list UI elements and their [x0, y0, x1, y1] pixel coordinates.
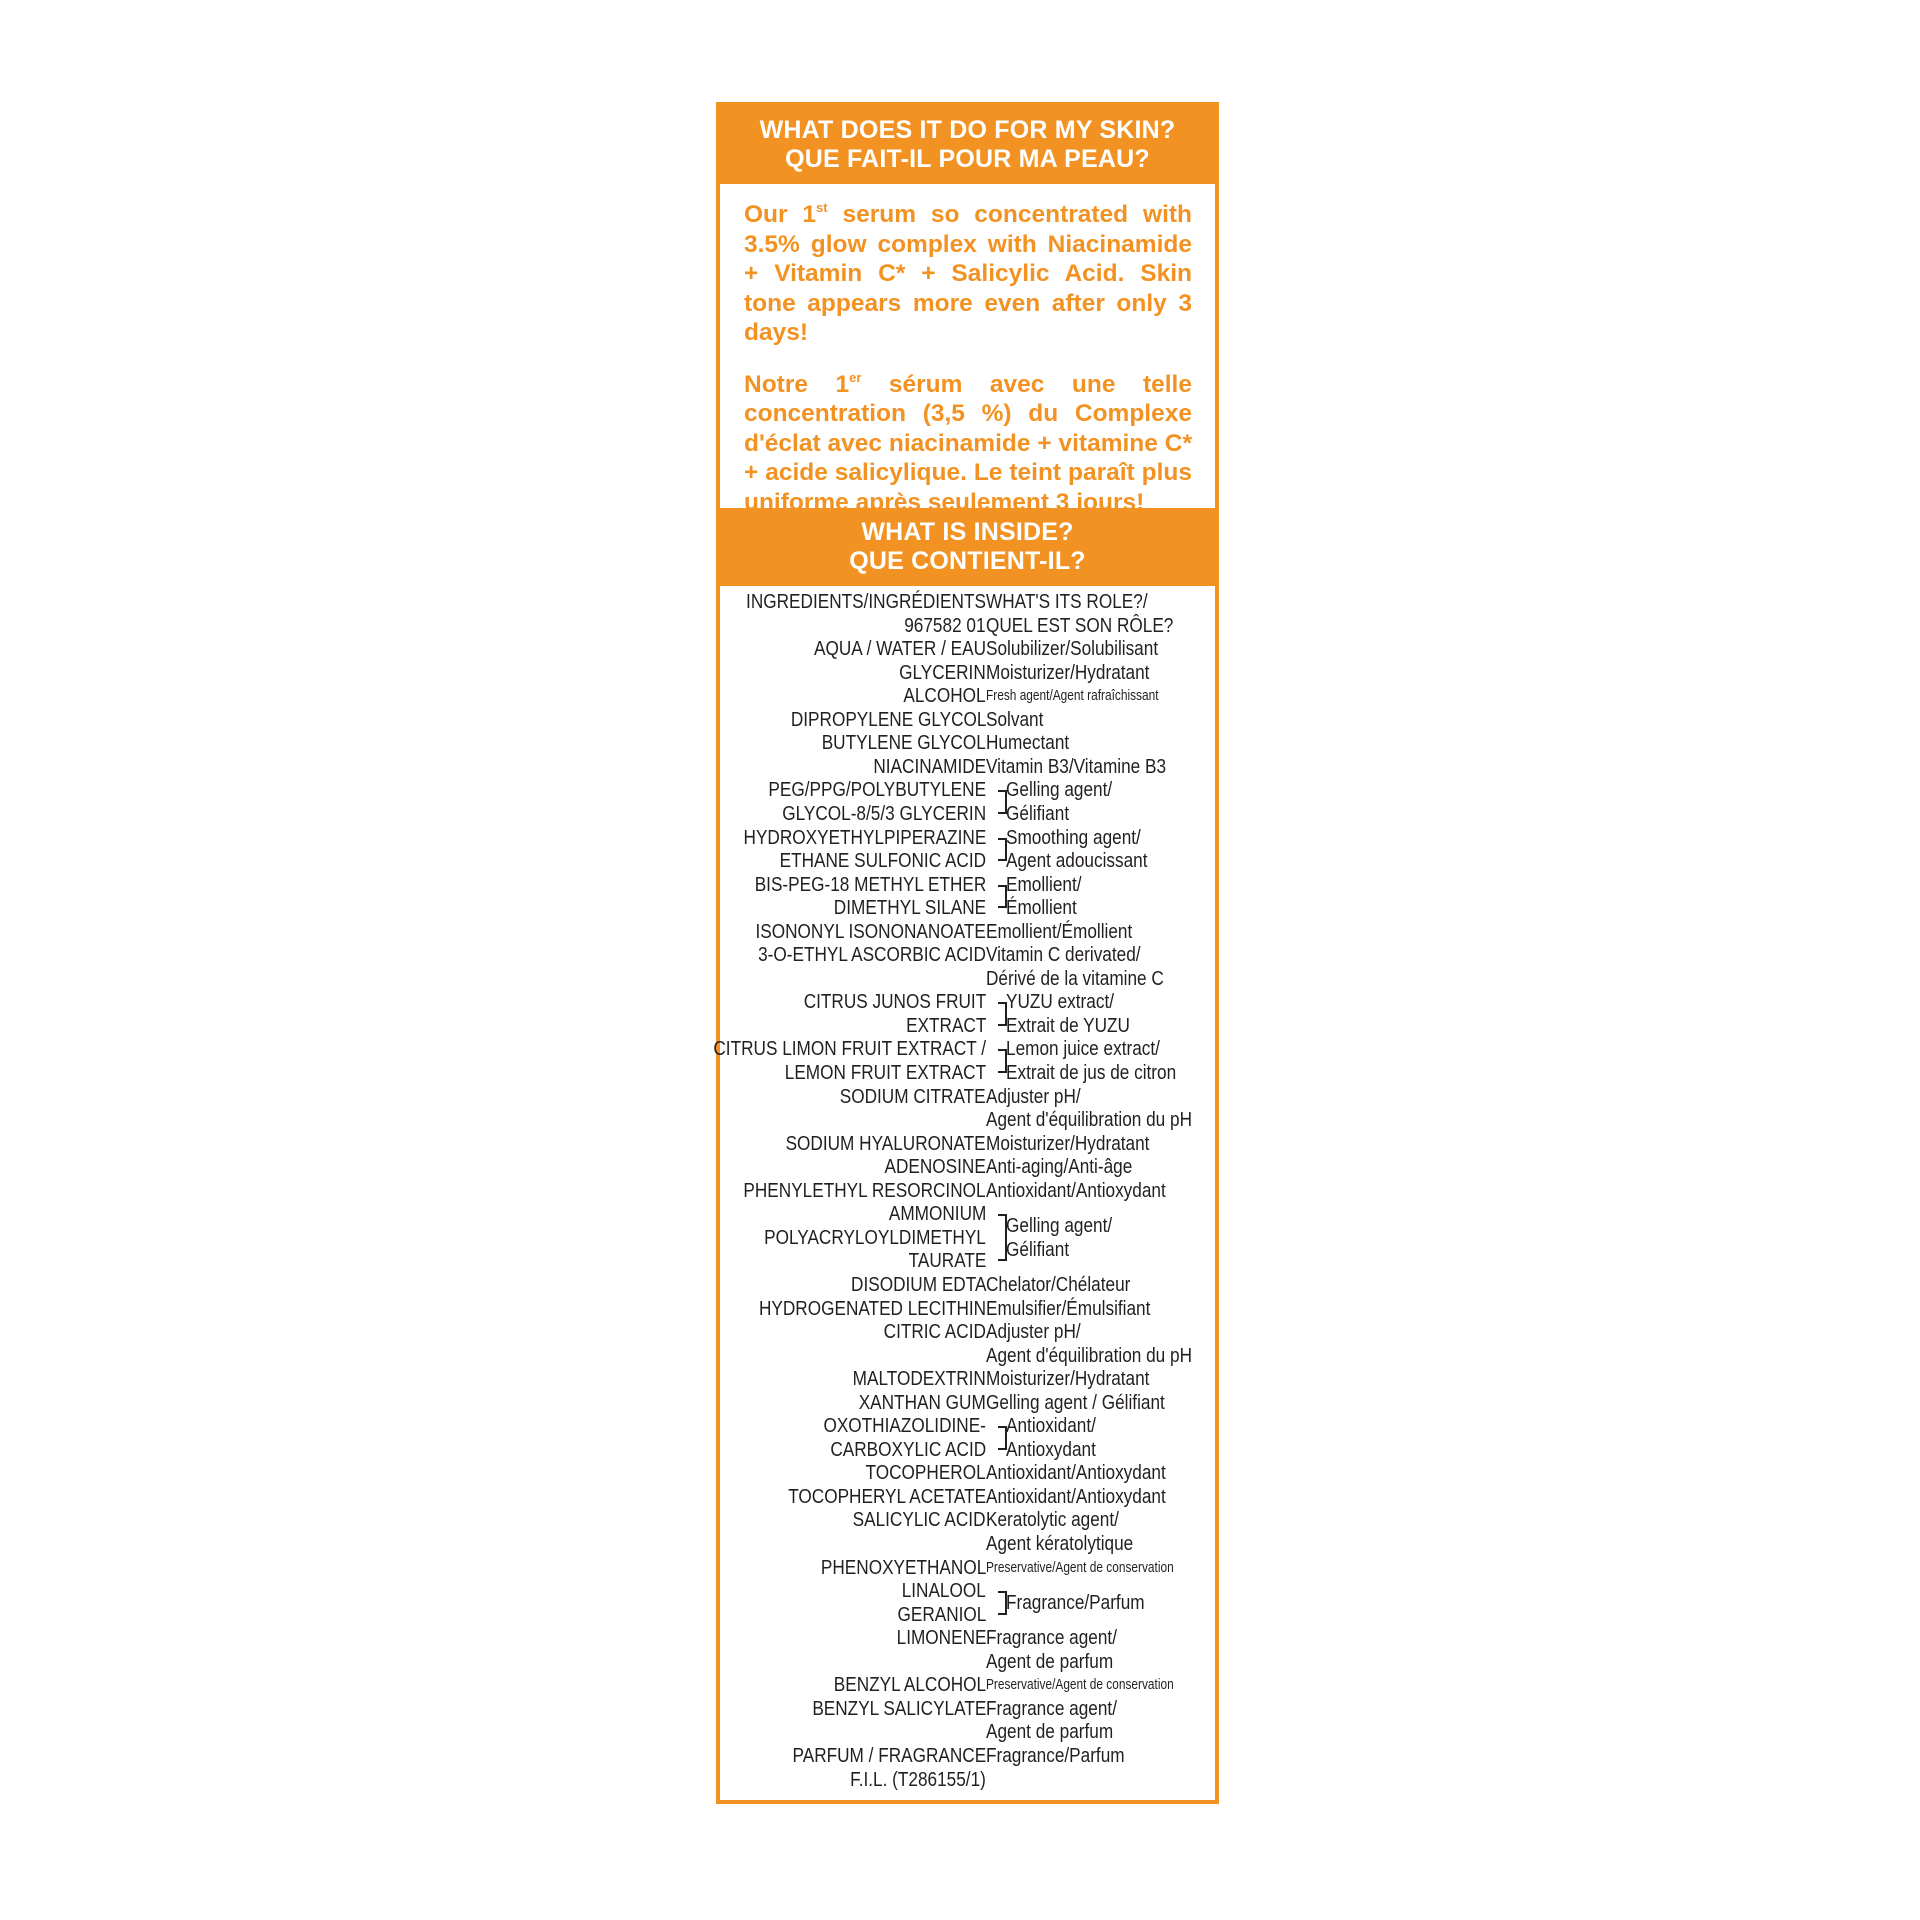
ingredient-name: PARFUM / FRAGRANCE	[792, 1744, 986, 1767]
ingredient-role: WHAT'S ITS ROLE?/	[986, 591, 1148, 613]
ingredient-row	[720, 1367, 1215, 1391]
ingredient-name: GLYCOL-8/5/3 GLYCERIN	[782, 802, 986, 825]
ingredient-role: Fragrance agent/	[986, 1627, 1118, 1650]
ingredient-role: Dérivé de la vitamine C	[986, 967, 1164, 990]
ingredient-row	[720, 1768, 1215, 1792]
ingredient-row	[720, 1155, 1215, 1179]
ingredient-role: Adjuster pH/	[986, 1321, 1081, 1344]
ingredient-name: TOCOPHERYL ACETATE	[788, 1485, 986, 1508]
bracket-line	[998, 1049, 1007, 1073]
ingredient-name: ADENOSINE	[884, 1156, 986, 1179]
ingredient-role: YUZU extract/	[1006, 991, 1114, 1014]
ingredient-row	[720, 1061, 1215, 1085]
ingredient-name: ALCOHOL	[903, 685, 986, 708]
ingredient-role: Emulsifier/Émulsifiant	[986, 1297, 1151, 1320]
ingredient-name: ETHANE SULFONIC ACID	[779, 850, 986, 873]
ingredient-name: CITRIC ACID	[883, 1321, 986, 1344]
ingredient-name: PHENOXYETHANOL	[820, 1556, 986, 1579]
ingredient-row	[720, 1273, 1215, 1297]
ingredient-row	[720, 802, 1215, 826]
inside-title-fr: QUE CONTIENT-IL?	[849, 547, 1086, 575]
ingredient-role: Solvant	[986, 708, 1044, 731]
ingredient-role: Chelator/Chélateur	[986, 1273, 1131, 1296]
ingredient-role: Preservative/Agent de conservation	[986, 1677, 1174, 1694]
ingredient-name: EXTRACT	[905, 1014, 986, 1037]
ingredient-name: GLYCERIN	[899, 661, 986, 684]
ingredient-row	[720, 1320, 1215, 1344]
ingredient-role: Agent adoucissant	[1006, 850, 1148, 873]
ingredient-row	[720, 826, 1215, 850]
ingredient-row	[720, 1650, 1215, 1674]
ingredient-row	[720, 1673, 1215, 1697]
bracket-line	[998, 885, 1007, 909]
benefits-text-fr: Notre 1er sérum avec une telle concentration (3,5 %) du Complexe d'éclat avec niacinamide + vitamine C* + acide salicylique. Le teint paraît plus uniforme après seulement 3 jours!	[744, 369, 1192, 516]
ingredient-role: Gélifiant	[1006, 802, 1070, 825]
ingredient-row	[720, 1297, 1215, 1321]
ingredient-name: NIACINAMIDE	[873, 755, 986, 778]
ingredient-row	[720, 1697, 1215, 1721]
ingredient-name: GERANIOL	[897, 1603, 986, 1626]
ingredient-row	[720, 1391, 1215, 1415]
ingredient-row	[720, 637, 1215, 661]
ingredient-name: SODIUM CITRATE	[840, 1085, 986, 1108]
ingredient-row	[720, 1744, 1215, 1768]
ingredient-row	[720, 873, 1215, 897]
ingredient-row	[720, 967, 1215, 991]
ingredient-name: HYDROGENATED LECITHIN	[758, 1297, 986, 1320]
ingredient-name: DISODIUM EDTA	[850, 1273, 986, 1296]
ingredient-name: PHENYLETHYL RESORCINOL	[743, 1179, 986, 1202]
ingredient-row	[720, 1344, 1215, 1368]
ingredient-role: Vitamin C derivated/	[986, 944, 1141, 967]
ingredient-role: Antioxidant/Antioxydant	[986, 1179, 1166, 1202]
ingredient-row	[720, 1014, 1215, 1038]
ingredient-row	[720, 731, 1215, 755]
ingredient-role: Antioxidant/Antioxydant	[986, 1485, 1166, 1508]
bracket-line	[998, 790, 1007, 814]
ingredient-role: Vitamin B3/Vitamine B3	[986, 755, 1167, 778]
ingredient-row	[720, 1132, 1215, 1156]
ingredient-row	[720, 755, 1215, 779]
ingredient-name: SALICYLIC ACID	[853, 1509, 986, 1532]
bracket-line	[998, 1426, 1007, 1450]
ingredient-row	[720, 849, 1215, 873]
ingredient-role: Moisturizer/Hydratant	[986, 1368, 1150, 1391]
ingredient-role: Gélifiant	[1006, 1238, 1070, 1261]
ingredient-role: Moisturizer/Hydratant	[986, 1132, 1150, 1155]
bracket-line	[998, 838, 1007, 862]
ingredient-row	[720, 896, 1215, 920]
ingredient-name: AQUA / WATER / EAU	[813, 638, 986, 661]
bracket-line	[998, 1002, 1007, 1026]
ingredient-name: INGREDIENTS/INGRÉDIENTS	[746, 591, 986, 613]
ingredient-row	[720, 1179, 1215, 1203]
ingredient-role: Emollient/Émollient	[986, 920, 1133, 943]
ingredient-name: DIPROPYLENE GLYCOL	[790, 708, 986, 731]
benefits-description	[725, 184, 1210, 516]
ingredient-row	[720, 1626, 1215, 1650]
ingredient-row	[720, 614, 1215, 638]
ingredient-name: BIS-PEG-18 METHYL ETHER	[754, 873, 986, 896]
ingredient-name: OXOTHIAZOLIDINE-	[823, 1415, 986, 1438]
ingredient-role: Agent d'équilibration du pH	[986, 1344, 1193, 1367]
skin-benefits-header	[720, 106, 1215, 184]
ingredient-name: AMMONIUM	[888, 1203, 986, 1226]
ingredient-name: POLYACRYLOYLDIMETHYL	[764, 1226, 986, 1249]
ingredient-name: BENZYL ALCOHOL	[833, 1674, 986, 1697]
ingredient-role: Extrait de jus de citron	[1006, 1062, 1177, 1084]
ingredient-row	[720, 1461, 1215, 1485]
ingredient-name: F.I.L. (T286155/1)	[850, 1768, 986, 1791]
ingredient-role: Antioxydant	[1006, 1438, 1096, 1461]
ingredient-row	[720, 1556, 1215, 1580]
ingredient-role: Solubilizer/Solubilisant	[986, 638, 1159, 661]
ingredient-name: CARBOXYLIC ACID	[830, 1438, 986, 1461]
ingredient-role: Fresh agent/Agent rafraîchissant	[986, 688, 1159, 705]
ingredient-row	[720, 1532, 1215, 1556]
ingredient-row	[720, 1238, 1215, 1262]
ingredient-role: Extrait de YUZU	[1006, 1014, 1130, 1037]
ingredient-role: Fragrance/Parfum	[986, 1744, 1125, 1767]
ingredient-name: MALTODEXTRIN	[852, 1368, 986, 1391]
ingredient-name: BENZYL SALICYLATE	[812, 1697, 986, 1720]
ingredient-name: TAURATE	[908, 1250, 986, 1273]
ingredient-role: Fragrance/Parfum	[1006, 1591, 1145, 1614]
ingredient-row	[720, 1214, 1215, 1238]
ingredient-name: LINALOOL	[901, 1580, 986, 1603]
ingredient-row	[713, 1037, 1215, 1061]
ingredient-name: HYDROXYETHYLPIPERAZINE	[743, 826, 986, 849]
ingredient-name: DIMETHYL SILANE	[833, 897, 986, 920]
ingredient-row	[720, 943, 1215, 967]
ingredient-role: Agent d'équilibration du pH	[986, 1109, 1193, 1132]
ingredient-role: Preservative/Agent de conservation	[986, 1559, 1174, 1576]
ingredient-name: 967582 01	[904, 614, 986, 637]
ingredient-role: Agent de parfum	[986, 1650, 1114, 1673]
ingredient-role: Agent kératolytique	[986, 1533, 1134, 1555]
ingredient-role: Smoothing agent/	[1006, 826, 1141, 849]
ingredient-row	[720, 1720, 1215, 1744]
ingredient-row	[720, 1108, 1215, 1132]
inside-title-en: WHAT IS INSIDE?	[861, 518, 1074, 546]
ingredient-row	[720, 1438, 1215, 1462]
ingredient-name: XANTHAN GUM	[858, 1391, 986, 1414]
ingredient-name: PEG/PPG/POLYBUTYLENE	[768, 779, 986, 802]
ingredient-role: Emollient/	[1006, 873, 1082, 896]
ingredient-row	[720, 590, 1215, 614]
ingredient-role: Gelling agent / Gélifiant	[986, 1391, 1165, 1414]
ingredient-row	[720, 990, 1215, 1014]
ingredient-row	[720, 778, 1215, 802]
ingredient-name: LIMONENE	[896, 1627, 986, 1650]
ingredient-role: Humectant	[986, 732, 1070, 755]
ingredient-row	[720, 1591, 1215, 1615]
ingredient-row	[720, 708, 1215, 732]
ingredient-role: Keratolytic agent/	[986, 1509, 1119, 1532]
ingredient-name: LEMON FRUIT EXTRACT	[784, 1062, 986, 1084]
ingredient-role: Moisturizer/Hydratant	[986, 661, 1150, 684]
ingredient-role: Gelling agent/	[1006, 1215, 1113, 1238]
ingredient-role: Adjuster pH/	[986, 1085, 1081, 1108]
ingredient-role: Agent de parfum	[986, 1721, 1114, 1744]
ingredient-row	[720, 920, 1215, 944]
ingredient-role: Émollient	[1006, 897, 1077, 920]
ingredients-panel	[713, 102, 1219, 1804]
ingredient-name: CITRUS LIMON FRUIT EXTRACT /	[713, 1038, 986, 1061]
ingredient-name: 3-O-ETHYL ASCORBIC ACID	[758, 944, 986, 967]
ingredient-row	[720, 1085, 1215, 1109]
ingredient-role: Antioxidant/	[1006, 1415, 1096, 1438]
ingredient-name: CITRUS JUNOS FRUIT	[803, 991, 986, 1014]
ingredient-role: Gelling agent/	[1006, 779, 1113, 802]
ingredient-role: Antioxidant/Antioxydant	[986, 1462, 1166, 1485]
ingredient-role: QUEL EST SON RÔLE?	[986, 614, 1174, 637]
skin-benefits-title-en: WHAT DOES IT DO FOR MY SKIN?	[759, 116, 1176, 144]
ingredient-row	[720, 661, 1215, 685]
ingredient-role: Lemon juice extract/	[1006, 1038, 1160, 1061]
ingredient-role: Anti-aging/Anti-âge	[986, 1156, 1133, 1179]
skin-benefits-title-fr: QUE FAIT-IL POUR MA PEAU?	[785, 145, 1150, 173]
benefits-text-en: Our 1st serum so concentrated with 3.5% glow complex with Niacinamide + Vitamin C* + Salicylic Acid. Skin tone appears more even after only 3 days!	[744, 200, 1192, 346]
ingredient-name: TOCOPHEROL	[865, 1462, 986, 1485]
ingredient-row	[720, 684, 1215, 708]
inside-header	[720, 508, 1215, 586]
ingredient-row	[720, 1508, 1215, 1532]
ingredient-row	[720, 1414, 1215, 1438]
ingredient-role: Fragrance agent/	[986, 1697, 1118, 1720]
ingredient-name: BUTYLENE GLYCOL	[821, 732, 986, 755]
ingredient-name: SODIUM HYALURONATE	[785, 1132, 986, 1155]
ingredient-name: ISONONYL ISONONANOATE	[755, 920, 986, 943]
ingredient-row	[720, 1485, 1215, 1509]
